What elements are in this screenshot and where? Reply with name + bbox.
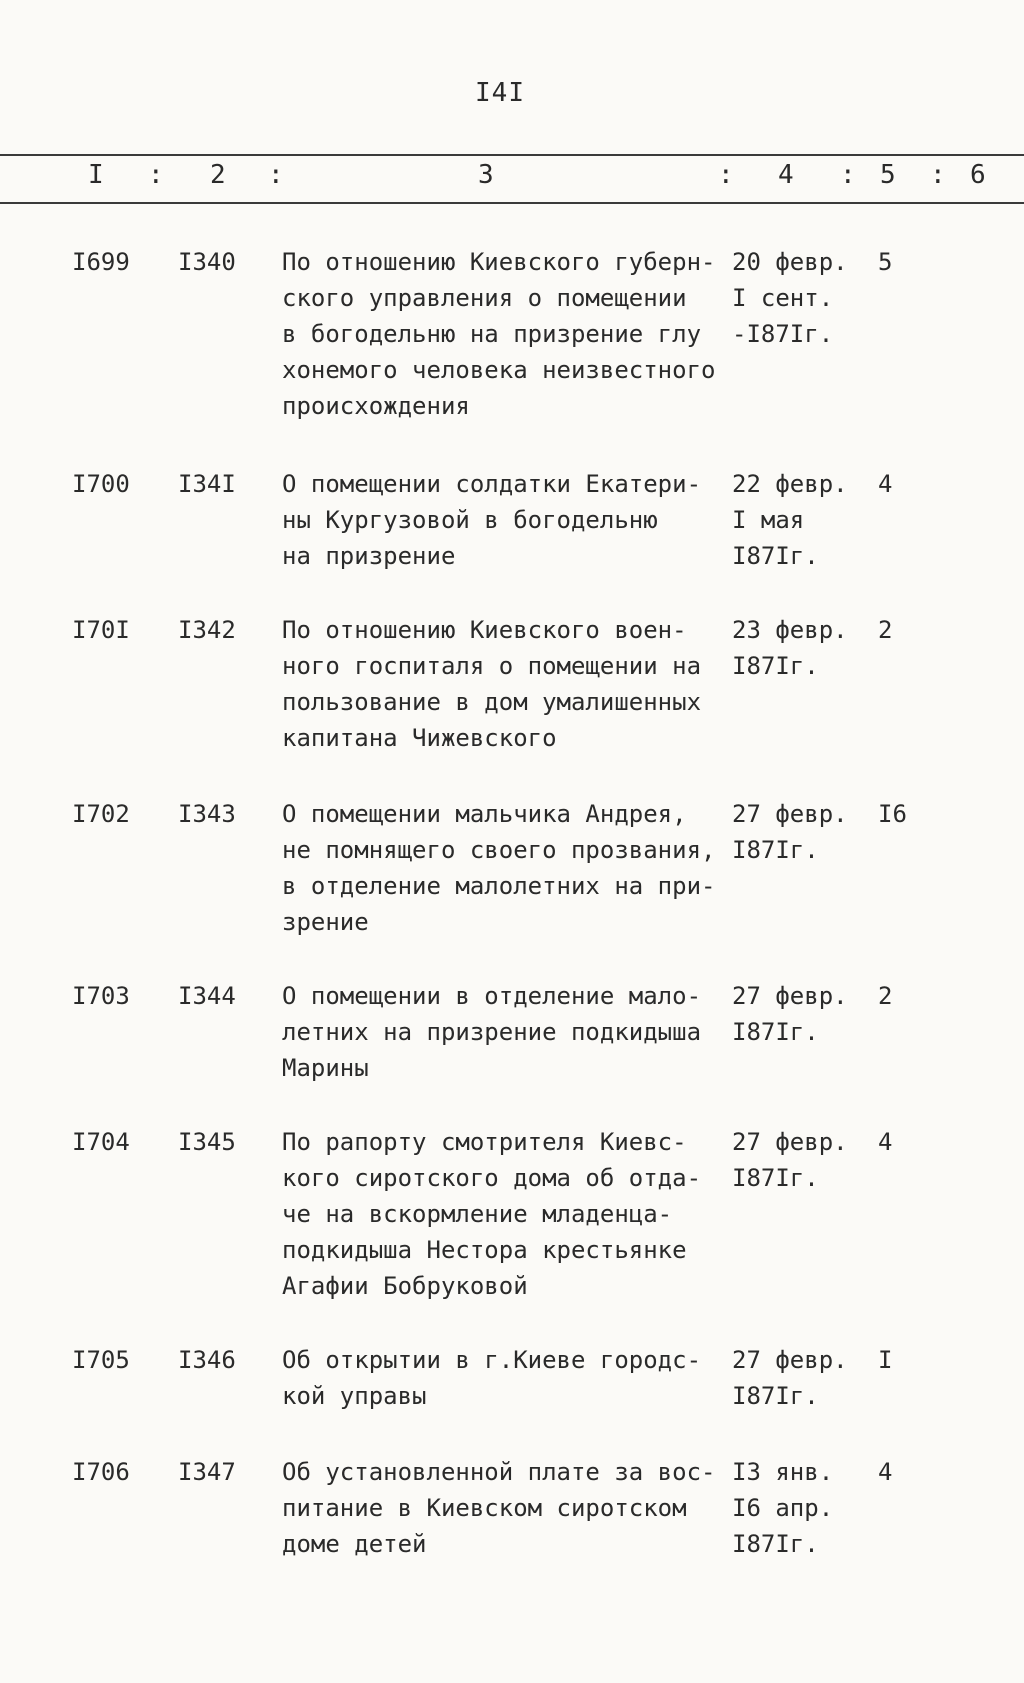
case-dates: [732, 1342, 862, 1414]
page-number: I4I: [475, 78, 525, 108]
case-number: I344: [178, 982, 236, 1010]
description-line: ного госпиталя о помещении на: [282, 652, 702, 680]
description-line: подкидыша Нестора крестьянке: [282, 1236, 687, 1264]
description-line: летних на призрение подкидыша: [282, 1018, 702, 1046]
description-line: Об открытии в г.Киеве городс-: [282, 1346, 702, 1374]
description-line: Агафии Бобруковой: [282, 1272, 528, 1300]
column-header-6: 6: [970, 160, 986, 190]
case-number: I340: [178, 248, 236, 276]
case-description: [282, 1454, 732, 1562]
date-line: 27 февр.: [732, 1128, 848, 1156]
case-description: [282, 978, 732, 1086]
column-header-1: I: [88, 160, 104, 190]
description-line: че на вскормление младенца-: [282, 1200, 673, 1228]
date-line: I87Iг.: [732, 1164, 819, 1192]
case-description: [282, 1124, 732, 1304]
entry-number: I699: [72, 248, 130, 276]
column-separator: :: [718, 160, 734, 190]
date-line: I3 янв.: [732, 1458, 834, 1486]
description-line: в отделение малолетних на при-: [282, 872, 716, 900]
header-top-rule: [0, 154, 1024, 156]
date-line: I87Iг.: [732, 1018, 819, 1046]
description-line: в богодельню на призрение глу: [282, 320, 702, 348]
column-separator: :: [930, 160, 946, 190]
date-line: 22 февр.: [732, 470, 848, 498]
case-dates: [732, 466, 862, 574]
description-line: О помещении в отделение мало-: [282, 982, 702, 1010]
sheet-count: I: [878, 1346, 893, 1374]
column-header-4: 4: [778, 160, 794, 190]
description-line: ского управления о помещении: [282, 284, 687, 312]
sheet-count: I6: [878, 800, 907, 828]
entry-number: I706: [72, 1458, 130, 1486]
entry-number: I705: [72, 1346, 130, 1374]
description-line: ны Кургузовой в богодельню: [282, 506, 658, 534]
sheet-count: 5: [878, 248, 893, 276]
date-line: I87Iг.: [732, 1382, 819, 1410]
description-line: не помнящего своего прозвания,: [282, 836, 716, 864]
case-dates: [732, 1124, 862, 1196]
description-line: капитана Чижевского: [282, 724, 557, 752]
sheet-count: 2: [878, 616, 893, 644]
column-header-row: [0, 160, 1024, 198]
date-line: I6 апр.: [732, 1494, 834, 1522]
column-header-2: 2: [210, 160, 226, 190]
date-line: I мая: [732, 506, 805, 534]
description-line: О помещении солдатки Екатери-: [282, 470, 702, 498]
case-dates: [732, 612, 862, 684]
column-header-3: 3: [478, 160, 494, 190]
column-separator: :: [148, 160, 164, 190]
description-line: хонемого человека неизвестного: [282, 356, 716, 384]
case-dates: [732, 978, 862, 1050]
description-line: питание в Киевском сиротском: [282, 1494, 687, 1522]
date-line: 27 февр.: [732, 800, 848, 828]
date-line: 20 февр.: [732, 248, 848, 276]
entry-number: I70I: [72, 616, 130, 644]
date-line: I87Iг.: [732, 836, 819, 864]
case-description: [282, 1342, 732, 1414]
case-description: [282, 612, 732, 756]
sheet-count: 2: [878, 982, 893, 1010]
case-dates: [732, 796, 862, 868]
case-description: [282, 796, 732, 940]
description-line: Об установленной плате за вос-: [282, 1458, 716, 1486]
case-number: I343: [178, 800, 236, 828]
sheet-count: 4: [878, 1128, 893, 1156]
description-line: доме детей: [282, 1530, 427, 1558]
description-line: кого сиротского дома об отда-: [282, 1164, 702, 1192]
entry-number: I702: [72, 800, 130, 828]
case-number: I347: [178, 1458, 236, 1486]
description-line: О помещении мальчика Андрея,: [282, 800, 687, 828]
date-line: -I87Iг.: [732, 320, 834, 348]
case-number: I342: [178, 616, 236, 644]
date-line: 23 февр.: [732, 616, 848, 644]
date-line: I87Iг.: [732, 542, 819, 570]
description-line: По отношению Киевского губерн-: [282, 248, 716, 276]
entry-number: I700: [72, 470, 130, 498]
description-line: кой управы: [282, 1382, 427, 1410]
case-number: I345: [178, 1128, 236, 1156]
description-line: Марины: [282, 1054, 369, 1082]
case-dates: [732, 1454, 862, 1562]
date-line: I87Iг.: [732, 1530, 819, 1558]
case-number: I346: [178, 1346, 236, 1374]
sheet-count: 4: [878, 1458, 893, 1486]
description-line: на призрение: [282, 542, 456, 570]
date-line: 27 февр.: [732, 1346, 848, 1374]
date-line: 27 февр.: [732, 982, 848, 1010]
date-line: I сент.: [732, 284, 834, 312]
sheet-count: 4: [878, 470, 893, 498]
case-number: I34I: [178, 470, 236, 498]
case-dates: [732, 244, 862, 352]
case-description: [282, 466, 732, 574]
description-line: пользование в дом умалишенных: [282, 688, 702, 716]
description-line: По рапорту смотрителя Киевс-: [282, 1128, 687, 1156]
entry-number: I704: [72, 1128, 130, 1156]
header-bottom-rule: [0, 202, 1024, 204]
column-separator: :: [268, 160, 284, 190]
description-line: происхождения: [282, 392, 470, 420]
case-description: [282, 244, 732, 424]
entry-number: I703: [72, 982, 130, 1010]
description-line: зрение: [282, 908, 369, 936]
description-line: По отношению Киевского воен-: [282, 616, 687, 644]
date-line: I87Iг.: [732, 652, 819, 680]
column-header-5: 5: [880, 160, 896, 190]
column-separator: :: [840, 160, 856, 190]
